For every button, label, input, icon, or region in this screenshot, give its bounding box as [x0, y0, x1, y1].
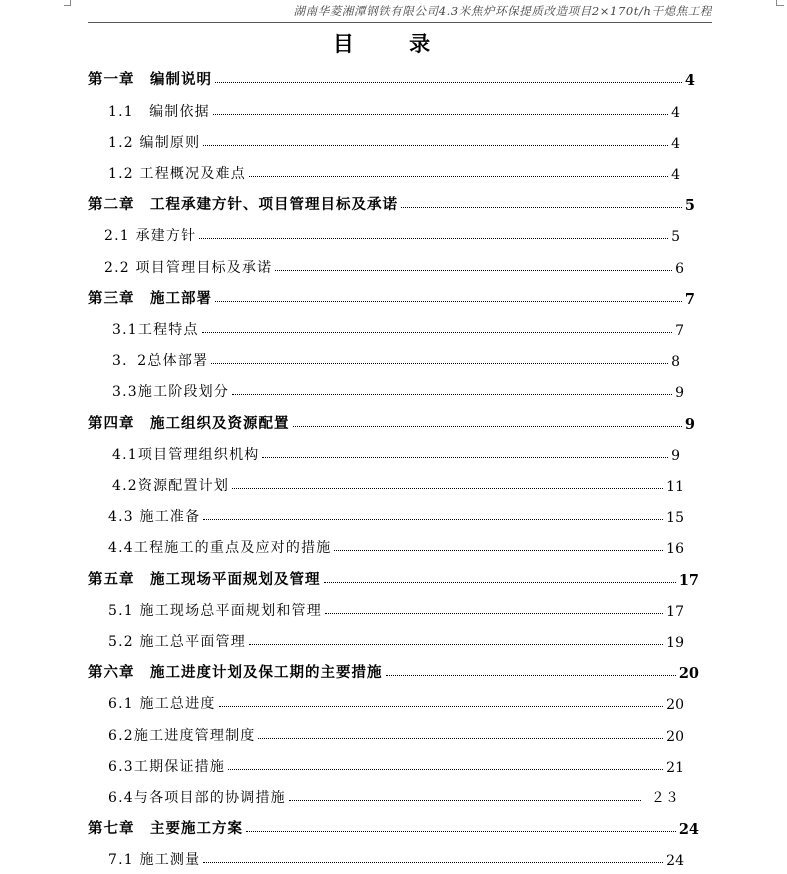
page-header: 湖南华菱湘潭钢铁有限公司4.3米焦炉环保提质改造项目2×170t/h干熄焦工程 [88, 0, 712, 23]
toc-leader [334, 550, 663, 551]
toc-entry-page: ２３ [650, 790, 679, 806]
toc-entry[interactable] [104, 253, 684, 277]
toc-entry-page: 4 [671, 167, 680, 183]
crop-mark [776, 5, 784, 6]
toc-leader [262, 457, 668, 458]
toc-leader [203, 862, 663, 863]
toc-entry[interactable] [108, 689, 684, 713]
toc-leader [215, 301, 682, 302]
toc-entry-page: 6 [675, 261, 684, 277]
toc-entry-page: 4 [671, 105, 680, 121]
toc-entry[interactable] [108, 845, 684, 869]
toc-entry-label: 3.3施工阶段划分 [112, 384, 230, 400]
toc-entry[interactable] [88, 814, 699, 838]
toc-leader [213, 114, 668, 115]
toc-leader [202, 332, 672, 333]
toc-entry-page: 15 [666, 510, 684, 526]
toc-entry-label: 5.2 施工总平面管理 [108, 634, 246, 650]
toc-entry-label: 4.2资源配置计划 [112, 478, 230, 494]
toc-leader [219, 706, 664, 707]
page-title: 目 录 [332, 31, 455, 56]
toc-entry[interactable] [88, 190, 695, 214]
toc-leader [228, 769, 663, 770]
toc-entry-page: 8 [671, 354, 680, 370]
toc-leader [401, 207, 682, 208]
toc-leader [386, 675, 676, 676]
toc-entry-page: 5 [671, 229, 680, 245]
toc-entry[interactable] [112, 346, 680, 370]
toc-entry-label: 6.4与各项目部的协调措施 [108, 790, 286, 806]
toc-entry-page: 17 [678, 572, 699, 589]
toc-entry-label: 1.2 编制原则 [108, 135, 201, 151]
toc-leader [203, 145, 668, 146]
toc-entry-label: 2.2 项目管理目标及承诺 [104, 260, 273, 276]
toc-entry[interactable] [108, 159, 680, 183]
toc-entry-label: 第三章 施工部署 [88, 290, 212, 307]
toc-entry-page: 4 [671, 136, 680, 152]
toc-entry[interactable] [112, 440, 680, 464]
toc-entry[interactable] [108, 783, 681, 807]
toc-leader [258, 738, 663, 739]
toc-entry-label: 第五章 施工现场平面规划及管理 [88, 571, 321, 588]
toc-entry-label: 第四章 施工组织及资源配置 [88, 415, 290, 432]
toc-leader [246, 831, 676, 832]
toc-entry-label: 第七章 主要施工方案 [88, 820, 243, 837]
toc-entry[interactable] [112, 315, 684, 339]
toc-entry-label: 6.1 施工总进度 [108, 696, 216, 712]
toc-entry-page: 9 [671, 448, 680, 464]
toc-entry-page: 7 [684, 291, 695, 308]
toc-leader [289, 800, 641, 801]
toc-entry-page: 24 [678, 821, 699, 838]
toc-entry[interactable] [108, 596, 684, 620]
toc-entry-page: 4 [684, 72, 695, 89]
crop-mark [64, 5, 71, 6]
toc-entry[interactable] [108, 752, 684, 776]
toc-entry-label: 第六章 施工进度计划及保工期的主要措施 [88, 664, 383, 681]
toc-leader [232, 394, 672, 395]
toc-leader [215, 82, 682, 83]
toc-leader [249, 644, 663, 645]
toc-entry-label: 3.1工程特点 [112, 322, 199, 338]
toc-leader [324, 582, 676, 583]
toc-entry-label: 3．2总体部署 [112, 353, 209, 369]
toc-entry-page: 5 [684, 197, 695, 214]
toc-entry-label: 第一章 编制说明 [88, 71, 212, 88]
toc-entry-page: 16 [666, 541, 684, 557]
toc-entry[interactable] [112, 471, 684, 495]
toc-entry-page: 20 [678, 665, 699, 682]
toc-entry[interactable] [88, 284, 695, 308]
toc-entry-page: 9 [675, 385, 684, 401]
toc-entry-label: 第二章 工程承建方针、项目管理目标及承诺 [88, 196, 398, 213]
toc-entry-page: 20 [666, 729, 684, 745]
toc-entry[interactable] [88, 565, 699, 589]
toc-leader [325, 613, 663, 614]
toc-entry[interactable] [88, 409, 695, 433]
toc-leader [249, 176, 668, 177]
toc-entry-label: 6.2施工进度管理制度 [108, 728, 256, 744]
toc-entry-page: 7 [675, 323, 684, 339]
toc-leader [199, 238, 668, 239]
toc-entry-page: 9 [684, 416, 695, 433]
toc-entry-page: 11 [666, 479, 684, 495]
toc-entry-label: 7.1 施工测量 [108, 852, 201, 868]
toc-entry-label: 4.4工程施工的重点及应对的措施 [108, 540, 332, 556]
toc-leader [232, 488, 663, 489]
toc-entry-label: 4.1项目管理组织机构 [112, 447, 260, 463]
toc-leader [211, 363, 668, 364]
toc-entry[interactable] [88, 658, 699, 682]
toc-entry-page: 20 [666, 697, 684, 713]
toc-entry[interactable] [108, 97, 680, 121]
toc-entry-label: 4.3 施工准备 [108, 509, 201, 525]
toc-leader [293, 426, 682, 427]
toc-entry[interactable] [108, 721, 684, 745]
toc-entry-label: 5.1 施工现场总平面规划和管理 [108, 603, 322, 619]
toc-leader [203, 519, 663, 520]
toc-entry-page: 19 [666, 635, 684, 651]
toc-entry-label: 6.3工期保证措施 [108, 759, 226, 775]
toc-entry-page: 21 [666, 760, 684, 776]
toc-entry-label: 1.2 工程概况及难点 [108, 166, 246, 182]
toc-entry[interactable] [108, 502, 684, 526]
toc-entry-page: 17 [666, 604, 684, 620]
toc-leader [275, 270, 672, 271]
toc-entry-label: 1.1 编制依据 [108, 104, 210, 120]
toc-entry[interactable] [108, 128, 680, 152]
toc-entry-label: 2.1 承建方针 [104, 228, 197, 244]
toc-entry[interactable] [108, 533, 684, 557]
toc-entry[interactable] [108, 627, 684, 651]
toc-entry[interactable] [112, 377, 684, 401]
toc-entry[interactable] [104, 221, 680, 245]
toc-entry-page: 24 [666, 853, 684, 869]
toc-entry[interactable] [88, 65, 695, 89]
